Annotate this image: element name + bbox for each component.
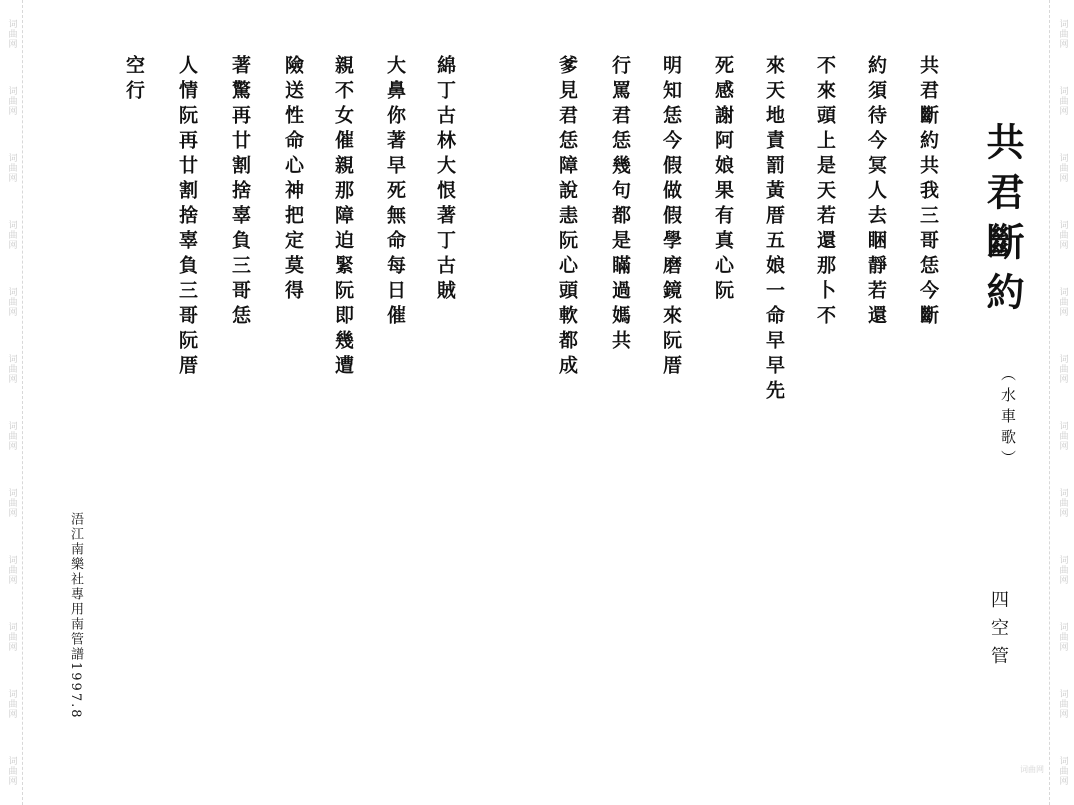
- watermark-text: 词曲网: [1057, 421, 1068, 451]
- lyric-column-7: 行罵君恁幾句都是瞞過媽共: [609, 55, 631, 355]
- lyric-column-5: 死感謝阿娘果有真心阮: [712, 55, 734, 305]
- lyric-column-10: 大鼻你著早死無命每日催: [384, 55, 406, 330]
- lyric-column-1: 共君斷約共我三哥恁今斷: [917, 55, 939, 330]
- score-subtitle: （水車歌）: [999, 366, 1017, 471]
- watermark-text: 词曲网: [1057, 219, 1068, 250]
- lyric-column-3: 不來頭上是天若還那卜不: [814, 55, 836, 330]
- lyric-column-4: 來天地責罰黃厝五娘一命早早先: [763, 55, 785, 405]
- watermark-text: 词曲网: [1057, 85, 1068, 116]
- score-title: 共君斷約: [980, 122, 1025, 322]
- corner-watermark: 词曲网: [1020, 765, 1044, 774]
- watermark-text: 词曲网: [6, 152, 17, 183]
- watermark-text: 词曲网: [6, 622, 17, 653]
- watermark-text: 词曲网: [6, 286, 17, 317]
- lyric-column-15: 空行: [123, 55, 145, 105]
- lyric-column-2: 約須待今冥人去睏靜若還: [865, 55, 887, 330]
- lyric-column-8: 爹見君恁障說恚阮心頭軟都成: [556, 55, 578, 380]
- right-watermark-strip: [1049, 0, 1074, 805]
- left-watermark-strip: [0, 0, 23, 805]
- watermark-text: 词曲网: [1057, 488, 1068, 519]
- watermark-text: 词曲网: [6, 555, 17, 586]
- watermark-text: 词曲网: [1057, 353, 1068, 384]
- watermark-text: 词曲网: [1057, 756, 1068, 787]
- lyric-column-12: 險送性命心神把定莫得: [282, 55, 304, 305]
- watermark-text: 词曲网: [6, 353, 17, 384]
- watermark-text: 词曲网: [6, 85, 17, 116]
- lyric-column-11: 親不女催親那障迫緊阮即幾遭: [332, 55, 354, 380]
- lyric-column-9: 綿丁古林大恨著丁古賊: [434, 55, 456, 305]
- mode-label: 四空管: [988, 590, 1009, 674]
- watermark-text: 词曲网: [6, 756, 17, 787]
- lyric-column-6: 明知恁今假做假學磨鏡來阮厝: [660, 55, 682, 380]
- watermark-text: 词曲网: [1057, 286, 1068, 317]
- watermark-text: 词曲网: [6, 219, 17, 250]
- watermark-text: 词曲网: [1057, 555, 1068, 586]
- watermark-text: 词曲网: [1057, 689, 1068, 720]
- publisher-note: 浯江南樂社專用南管譜1997.8: [68, 512, 83, 720]
- lyric-column-13: 著驚再廿割捨辜負三哥恁: [229, 55, 251, 330]
- lyric-column-14: 人情阮再廿割捨辜負三哥阮厝: [176, 55, 198, 380]
- watermark-text: 词曲网: [1057, 622, 1068, 653]
- watermark-text: 词曲网: [6, 488, 17, 519]
- watermark-text: 词曲网: [6, 689, 17, 720]
- watermark-text: 词曲网: [1057, 18, 1068, 49]
- watermark-text: 词曲网: [6, 421, 17, 451]
- watermark-text: 词曲网: [1057, 152, 1068, 183]
- watermark-text: 词曲网: [6, 18, 17, 49]
